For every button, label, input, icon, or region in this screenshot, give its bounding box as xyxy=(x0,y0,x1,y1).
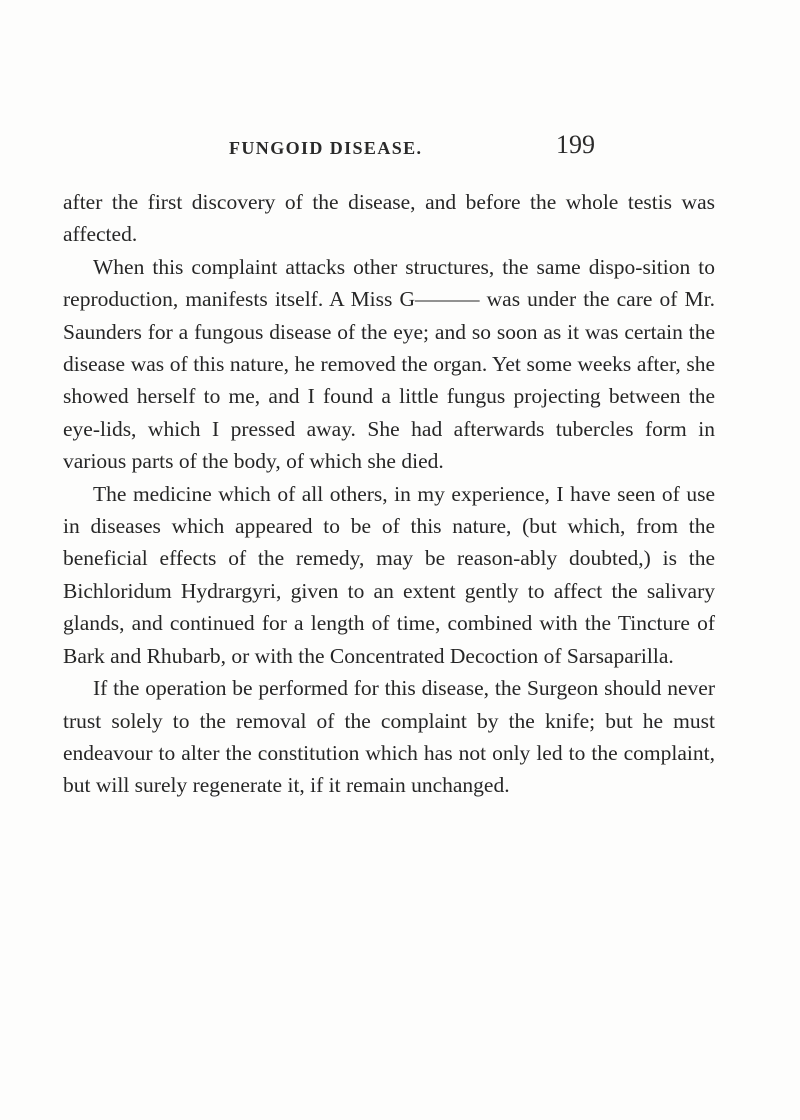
paragraph: If the operation be performed for this disease, the Surgeon should never trust solely to the removal of the complaint by the knife; but he must endeavour to alter the constitution which has not only led to the complaint, but will surely regenerate it, if it remain unchanged. xyxy=(63,676,715,798)
running-head xyxy=(0,130,800,166)
paragraph: When this complaint attacks other structures, the same dispo-sition to reproduction, manifests itself. A Miss G——— was under the care of Mr. Saunders for a fungous disease of the eye; and so soon as it was certain the disease was of this nature, he removed the organ. Yet some weeks after, she showed herself to me, and I found a little fungus projecting between the eye-lids, which I pressed away. She had afterwards tubercles form in various parts of the body, of which she died. xyxy=(63,254,715,474)
paragraph: after the first discovery of the disease, and before the whole testis was affected. xyxy=(63,190,715,247)
page-number: 199 xyxy=(556,130,595,159)
chapter-title: FUNGOID DISEASE. xyxy=(229,138,423,158)
body-text xyxy=(63,186,715,802)
paragraph: The medicine which of all others, in my experience, I have seen of use in diseases which appeared to be of this nature, (but which, from the beneficial effects of the remedy, may be reason-ably doubted,) is the Bichloridum Hydrargyri, given to an extent gently to affect the salivary glands, and continued for a length of time, combined with the Tincture of Bark and Rhubarb, or with the Concentrated Decoction of Sarsaparilla. xyxy=(63,481,715,668)
